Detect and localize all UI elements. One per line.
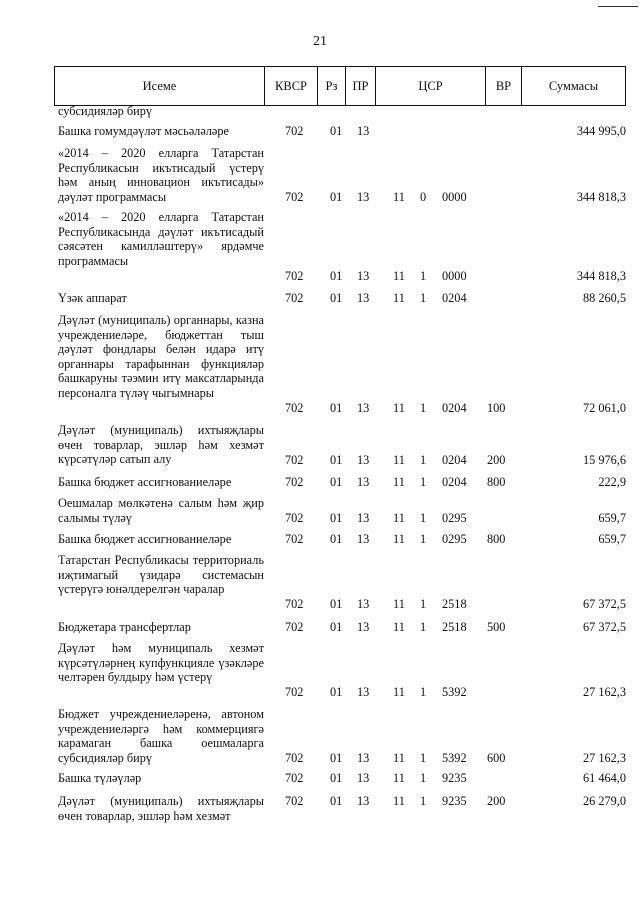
row-vr: 500 (487, 620, 506, 635)
row-name: Дәүләт (муниципаль) ихтыяҗлары өчен товарлар, эшләр һәм хезмәт (58, 794, 264, 823)
table-row (0, 532, 640, 547)
row-csr-code: 2518 (442, 597, 467, 612)
row-vr: 800 (487, 532, 506, 547)
corner-rule (598, 6, 638, 7)
row-csr-subprogram: 1 (420, 401, 427, 416)
row-csr-program: 11 (393, 794, 405, 809)
row-name: Бюджет учреждениеләренә, автоном учреждениеләргә һәм коммерциягә карамаган башка оешмаларга субсидияләр бирү (58, 707, 264, 765)
row-rz: 01 (330, 291, 343, 306)
row-kvsr: 702 (285, 511, 304, 526)
row-rz: 01 (330, 190, 343, 205)
row-csr-code: 9235 (442, 794, 467, 809)
row-vr: 800 (487, 475, 506, 490)
row-csr-code: 0204 (442, 401, 467, 416)
row-sum: 67 372,5 (582, 620, 626, 635)
row-csr-program: 11 (393, 511, 405, 526)
row-pr: 13 (357, 620, 370, 635)
row-csr-program: 11 (393, 269, 405, 284)
table-row (0, 794, 640, 824)
table-row (0, 423, 640, 468)
row-name: Татарстан Республикасы территориаль иҗтимагый үзидарә системасын үстерүгә юнәлдерелгән чаралар (58, 553, 264, 597)
row-name: Башка гомумдәүләт мәсьәләләре (58, 124, 229, 138)
table-row (0, 771, 640, 786)
table-row (0, 124, 640, 139)
row-sum: 27 162,3 (582, 751, 626, 766)
row-rz: 01 (330, 511, 343, 526)
row-csr-program: 11 (393, 291, 405, 306)
row-sum: 26 279,0 (582, 794, 626, 809)
row-pr: 13 (357, 269, 370, 284)
row-csr-code: 0295 (442, 532, 467, 547)
header-pr: ПР (346, 67, 376, 105)
row-csr-program: 11 (393, 751, 405, 766)
row-csr-program: 11 (393, 597, 405, 612)
row-pr: 13 (357, 532, 370, 547)
row-kvsr: 702 (285, 291, 304, 306)
row-name: Башка бюджет ассигнованиеләре (58, 475, 232, 489)
row-csr-code: 9235 (442, 771, 467, 786)
table-row (0, 620, 640, 635)
row-csr-code: 0204 (442, 475, 467, 490)
row-csr-program: 11 (393, 620, 405, 635)
row-name: субсидияләр бирү (58, 104, 153, 118)
row-pr: 13 (357, 794, 370, 809)
row-sum: 344 818,3 (576, 269, 626, 284)
row-csr-program: 11 (393, 685, 405, 700)
row-csr-code: 5392 (442, 751, 467, 766)
row-name: «2014 – 2020 елларга Татарстан Республикасында дәүләт икътисадый сәясәтен камилләштерү» ярдәмче программасы (58, 210, 264, 268)
row-name: Башка бюджет ассигнованиеләре (58, 532, 232, 546)
row-sum: 61 464,0 (582, 771, 626, 786)
row-name: «2014 – 2020 елларга Татарстан Республикасын икътисадый үстерү һәм аның инновацион икътисады» дәүләт программасы (58, 146, 264, 204)
row-csr-program: 11 (393, 401, 405, 416)
row-pr: 13 (357, 453, 370, 468)
row-sum: 659,7 (598, 511, 626, 526)
row-rz: 01 (330, 401, 343, 416)
row-name: Дәүләт (муниципаль) ихтыяҗлары өчен товарлар, эшләр һәм хезмәт күрсәтүләр сатып алу (58, 423, 264, 467)
row-csr-code: 0204 (442, 453, 467, 468)
row-csr-subprogram: 1 (420, 269, 427, 284)
row-csr-subprogram: 1 (420, 685, 427, 700)
row-name: Дәүләт һәм муниципаль хезмәт күрсәтүләрнең купфункцияле үзәкләре челтәрен булдыру һәм үстерү (58, 641, 264, 685)
row-vr: 200 (487, 794, 506, 809)
row-name: Үзәк аппарат (58, 291, 127, 305)
row-rz: 01 (330, 269, 343, 284)
header-vr: ВР (486, 67, 522, 105)
row-rz: 01 (330, 620, 343, 635)
row-csr-subprogram: 1 (420, 794, 427, 809)
header-sum: Суммасы (548, 79, 599, 93)
row-pr: 13 (357, 685, 370, 700)
row-csr-code: 0000 (442, 269, 467, 284)
row-csr-subprogram: 1 (420, 511, 427, 526)
table-row (0, 553, 640, 612)
table-row (0, 291, 640, 306)
header-csr: ЦСР (376, 67, 486, 105)
row-pr: 13 (357, 475, 370, 490)
row-kvsr: 702 (285, 269, 304, 284)
table-row (0, 210, 640, 284)
row-kvsr: 702 (285, 453, 304, 468)
row-sum: 344 995,0 (576, 124, 626, 139)
row-csr-code: 5392 (442, 685, 467, 700)
row-csr-program: 11 (393, 532, 405, 547)
row-pr: 13 (357, 511, 370, 526)
row-kvsr: 702 (285, 532, 304, 547)
row-pr: 13 (357, 291, 370, 306)
row-sum: 15 976,6 (582, 453, 626, 468)
row-kvsr: 702 (285, 597, 304, 612)
row-csr-subprogram: 1 (420, 597, 427, 612)
header-rz: Рз (318, 67, 346, 105)
row-sum: 344 818,3 (576, 190, 626, 205)
row-csr-subprogram: 0 (420, 190, 427, 205)
row-sum: 222,9 (598, 475, 626, 490)
row-sum: 67 372,5 (582, 597, 626, 612)
row-rz: 01 (330, 751, 343, 766)
row-rz: 01 (330, 685, 343, 700)
row-sum: 27 162,3 (582, 685, 626, 700)
table-row (0, 146, 640, 205)
row-csr-program: 11 (393, 475, 405, 490)
row-kvsr: 702 (285, 401, 304, 416)
row-csr-subprogram: 1 (420, 620, 427, 635)
row-rz: 01 (330, 124, 343, 139)
table-row (0, 313, 640, 416)
table-row (0, 707, 640, 766)
row-pr: 13 (357, 751, 370, 766)
row-sum: 659,7 (598, 532, 626, 547)
row-rz: 01 (330, 532, 343, 547)
row-vr: 100 (487, 401, 506, 416)
row-name: Дәүләт (муниципаль) органнары, казна учреждениеләре, бюджеттан тыш дәүләт фондлары белән идарә итү органнары тарафыннан функцияләр башкаруны тәэмин итү максатларында персоналга түләү чыгымнары (58, 313, 264, 400)
row-sum: 88 260,5 (582, 291, 626, 306)
row-csr-program: 11 (393, 190, 405, 205)
row-csr-program: 11 (393, 771, 405, 786)
row-kvsr: 702 (285, 771, 304, 786)
row-kvsr: 702 (285, 751, 304, 766)
row-csr-program: 11 (393, 453, 405, 468)
table-row (0, 104, 640, 119)
row-pr: 13 (357, 190, 370, 205)
row-csr-subprogram: 1 (420, 532, 427, 547)
row-name: Башка түләүләр (58, 771, 142, 785)
row-sum: 72 061,0 (582, 401, 626, 416)
header-name: Исеме (55, 67, 265, 105)
row-kvsr: 702 (285, 475, 304, 490)
row-kvsr: 702 (285, 794, 304, 809)
row-csr-subprogram: 1 (420, 291, 427, 306)
row-csr-code: 0000 (442, 190, 467, 205)
row-pr: 13 (357, 597, 370, 612)
row-rz: 01 (330, 453, 343, 468)
table-row (0, 496, 640, 526)
header-kvsr: КВСР (265, 67, 318, 105)
row-pr: 13 (357, 401, 370, 416)
row-vr: 200 (487, 453, 506, 468)
row-name: Оешмалар мөлкәтенә салым һәм җир салымы түләү (58, 496, 264, 525)
table-row (0, 641, 640, 700)
table-row (0, 475, 640, 490)
row-kvsr: 702 (285, 124, 304, 139)
row-csr-code: 2518 (442, 620, 467, 635)
row-csr-subprogram: 1 (420, 771, 427, 786)
row-pr: 13 (357, 771, 370, 786)
row-rz: 01 (330, 794, 343, 809)
row-rz: 01 (330, 475, 343, 490)
row-rz: 01 (330, 771, 343, 786)
page-number: 21 (313, 34, 327, 49)
row-csr-subprogram: 1 (420, 453, 427, 468)
row-kvsr: 702 (285, 685, 304, 700)
row-csr-code: 0204 (442, 291, 467, 306)
row-rz: 01 (330, 597, 343, 612)
row-name: Бюджетара трансфертлар (58, 620, 191, 634)
row-vr: 600 (487, 751, 506, 766)
row-pr: 13 (357, 124, 370, 139)
row-kvsr: 702 (285, 620, 304, 635)
table-header (54, 66, 626, 106)
row-csr-subprogram: 1 (420, 475, 427, 490)
row-csr-subprogram: 1 (420, 751, 427, 766)
row-csr-code: 0295 (442, 511, 467, 526)
row-kvsr: 702 (285, 190, 304, 205)
